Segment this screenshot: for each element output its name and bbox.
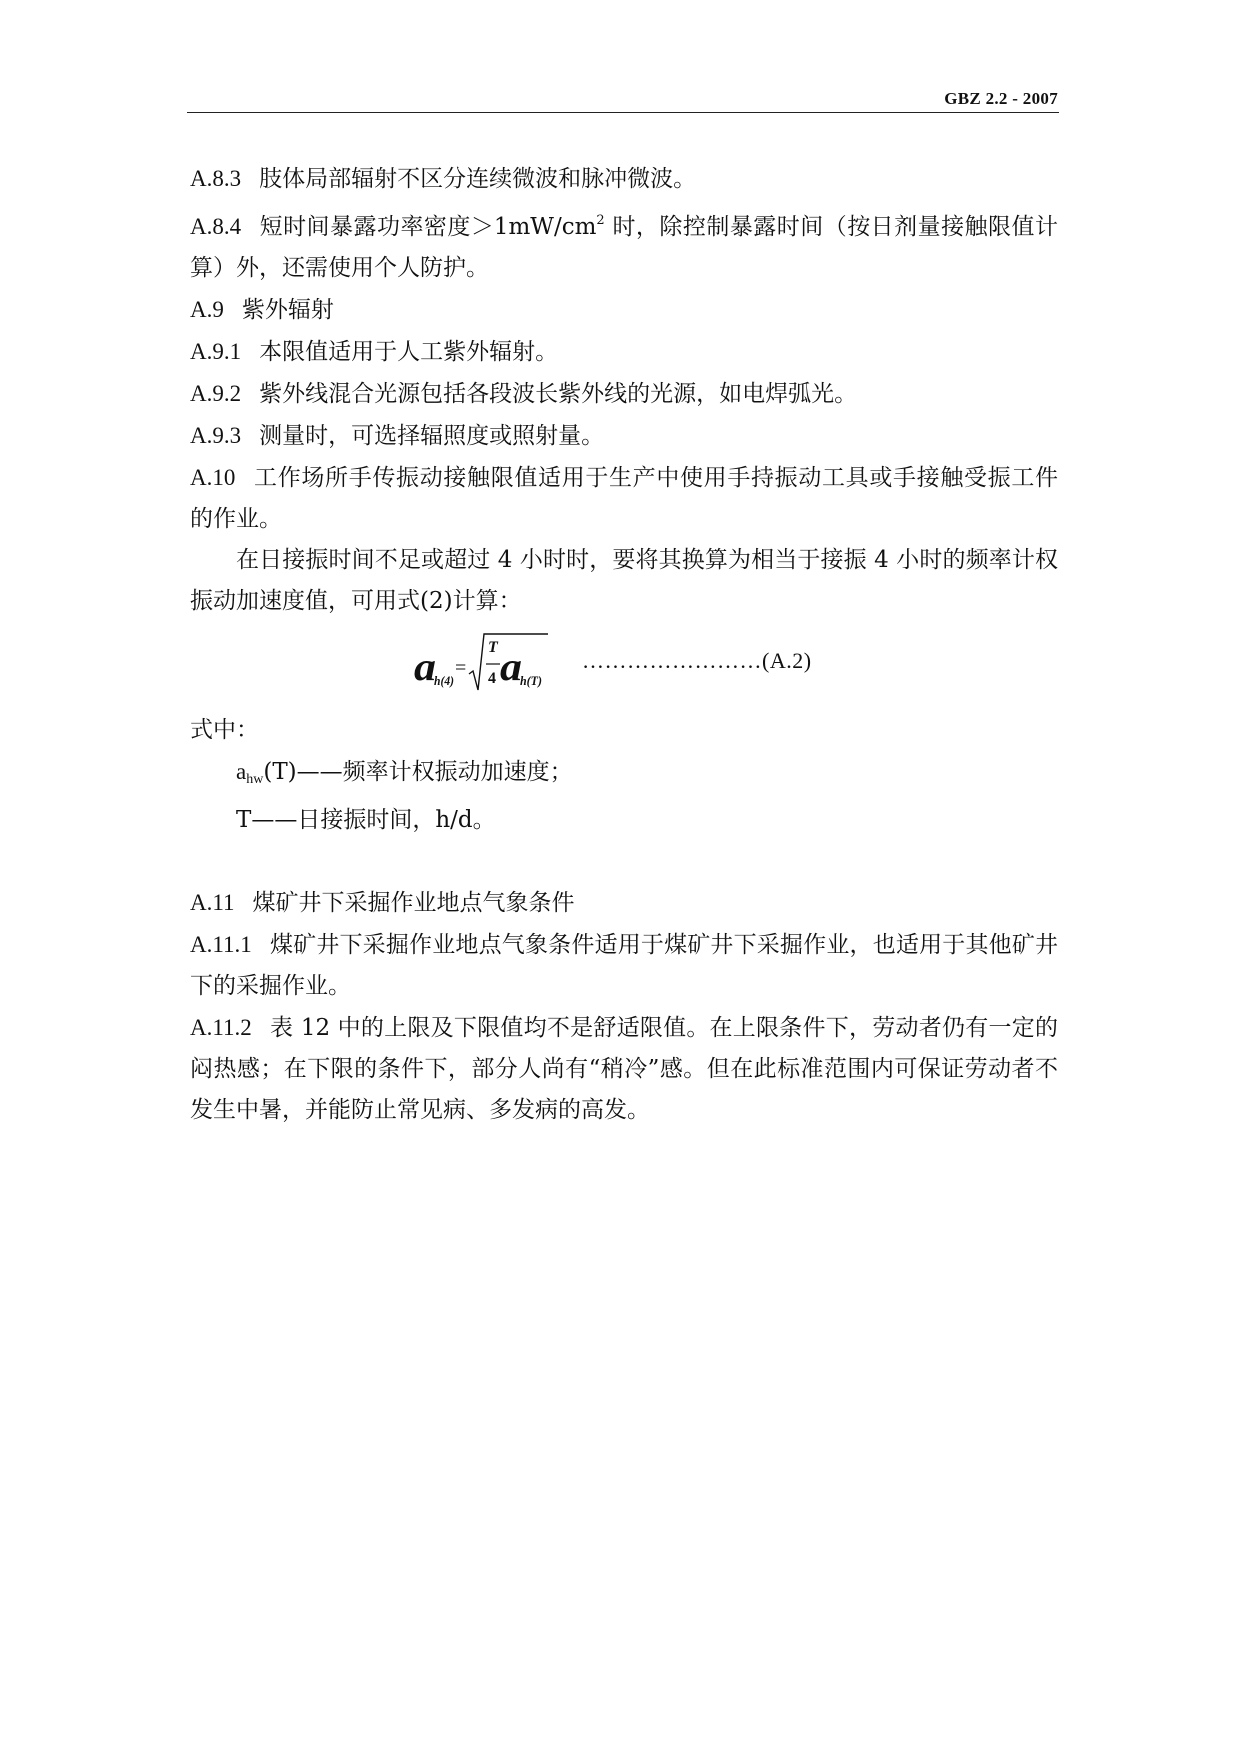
clause-number: A.9.2 [190, 381, 242, 406]
definition-t: T——日接振时间，h/d。 [236, 807, 496, 833]
clause-a84 [190, 200, 1058, 289]
clause-a93 [190, 415, 1058, 457]
clause-text: 测量时，可选择辐照度或照射量。 [259, 423, 605, 449]
clause-number: A.8.4 [190, 214, 242, 239]
clause-a9 [190, 289, 1058, 331]
clause-text: 工作场所手传振动接触限值适用于生产中使用手持振动工具或手接触受振工件的作业。 [190, 465, 1058, 532]
svg-text:T: T [488, 639, 498, 656]
intro-paragraph: 在日接振时间不足或超过 4 小时时，要将其换算为相当于接振 4 小时的频率计权振动加速度值，可用式(2)计算： [190, 547, 1058, 614]
clause-text: 肢体局部辐射不区分连续微波和脉冲微波。 [259, 166, 697, 192]
clause-text-continued: 时，除控制暴露时间（按日剂量接触限值计算）外，还需使用个人防护。 [190, 214, 1058, 281]
standard-code: GBZ 2.2 - 2007 [944, 89, 1058, 108]
clause-a112 [190, 1007, 1058, 1131]
clause-number: A.9.1 [190, 339, 242, 364]
clause-a91 [190, 331, 1058, 373]
formula-label [582, 640, 812, 681]
spacer [190, 841, 1058, 882]
clause-number: A.11.1 [190, 932, 252, 957]
clause-heading: 煤矿井下采掘作业地点气象条件 [252, 890, 575, 916]
equation-number: (A.2) [762, 648, 812, 673]
clause-a11 [190, 882, 1058, 924]
definition-text: (T)——频率计权振动加速度； [263, 759, 573, 785]
clause-number: A.11.2 [190, 1015, 252, 1040]
clause-number: A.11 [190, 890, 235, 915]
body-text [190, 158, 1058, 1131]
svg-text:4: 4 [488, 670, 496, 687]
clause-number: A.9.3 [190, 423, 242, 448]
clause-text: 短时间暴露功率密度＞1mW/cm [259, 214, 597, 240]
formula-line [190, 622, 1058, 710]
superscript: 2 [596, 213, 605, 228]
clause-number: A.9 [190, 297, 224, 322]
clause-text: 煤矿井下采掘作业地点气象条件适用于煤矿井下采掘作业，也适用于其他矿井下的采掘作业。 [190, 932, 1058, 999]
symbol: a [236, 759, 247, 784]
clause-a10 [190, 457, 1058, 540]
clause-a92 [190, 373, 1058, 415]
clause-number: A.10 [190, 465, 236, 490]
clause-text: 紫外线混合光源包括各段波长紫外线的光源，如电焊弧光。 [259, 381, 858, 407]
clause-text: 本限值适用于人工紫外辐射。 [259, 339, 559, 365]
svg-text:h(T): h(T) [520, 673, 542, 688]
symbol-subscript: hw [246, 772, 264, 787]
svg-text:h(4): h(4) [434, 673, 454, 688]
formula-a2 [412, 628, 582, 698]
svg-text:a: a [500, 644, 522, 689]
definition-ahw [190, 751, 1058, 800]
clause-text: 表 12 中的上限及下限值均不是舒适限值。在上限条件下，劳动者仍有一定的闷热感；在下限的条件下，部分人尚有“稍冷”感。但在此标准范围内可保证劳动者不发生中暑，并能防止常见病、多发病的高发。 [190, 1015, 1058, 1123]
where-heading: 式中： [190, 717, 259, 743]
svg-text:=: = [455, 657, 467, 679]
clause-number: A.8.3 [190, 166, 242, 191]
header-rule [187, 112, 1059, 113]
clause-a111 [190, 924, 1058, 1007]
clause-a83 [190, 158, 1058, 200]
svg-text:a: a [414, 644, 436, 689]
leader-dots: …………………… [582, 648, 762, 673]
clause-heading: 紫外辐射 [241, 297, 334, 323]
